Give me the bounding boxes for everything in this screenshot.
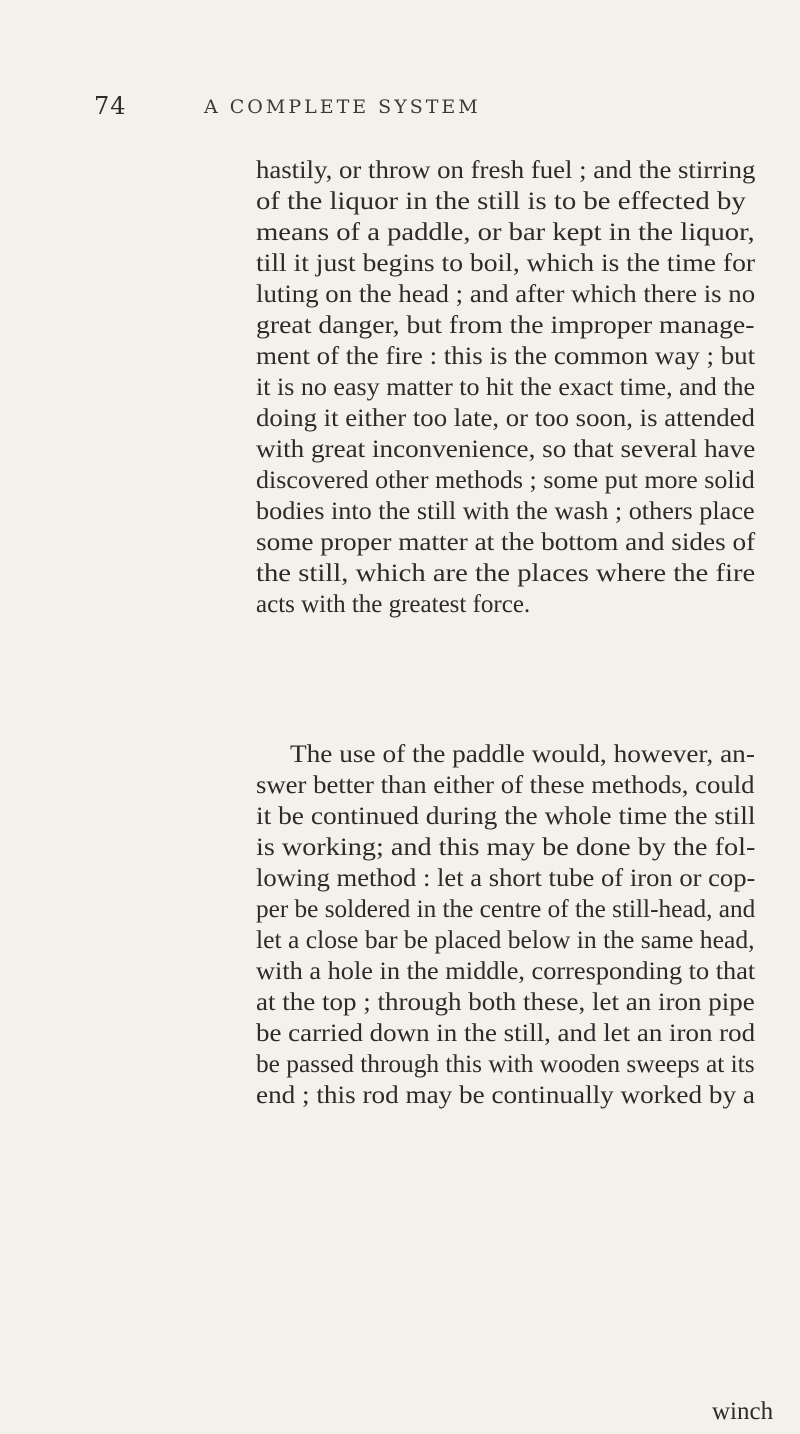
- catchword: winch: [712, 1398, 774, 1425]
- text-line: the still, which are the places where the fire: [256, 560, 756, 587]
- text-line: swer better than either of these methods, could: [256, 772, 755, 799]
- text-line: acts with the greatest force.: [256, 591, 531, 618]
- text-line: some proper matter at the bottom and sides of: [256, 529, 756, 556]
- running-head: A COMPLETE SYSTEM: [204, 96, 481, 118]
- text-line: at the top ; through both these, let an iron pipe: [256, 989, 755, 1016]
- text-line: The use of the paddle would, however, an-: [290, 741, 755, 768]
- text-line: bodies into the still with the wash ; others place: [256, 498, 755, 525]
- text-line: luting on the head ; and after which there is no: [256, 281, 756, 308]
- text-line: with a hole in the middle, corresponding to that: [256, 958, 756, 985]
- text-line: it be continued during the whole time the still: [256, 803, 756, 830]
- text-line: till it just begins to boil, which is the time for: [256, 250, 756, 277]
- text-line: means of a paddle, or bar kept in the liquor,: [256, 219, 755, 246]
- text-line: be passed through this with wooden sweeps at its: [256, 1051, 755, 1078]
- page-number: 74: [94, 92, 127, 120]
- text-line: per be soldered in the centre of the still-head, and: [256, 896, 756, 923]
- text-line: is working; and this may be done by the fol-: [256, 834, 756, 861]
- text-line: of the liquor in the still is to be effected by: [256, 188, 746, 215]
- text-line: great danger, but from the improper manage-: [256, 312, 755, 339]
- text-line: let a close bar be placed below in the same head,: [256, 927, 755, 954]
- text-line: be carried down in the still, and let an iron rod: [256, 1020, 756, 1047]
- text-line: end ; this rod may be continually worked by a: [256, 1082, 755, 1109]
- text-line: with great inconvenience, so that several have: [256, 436, 756, 463]
- text-line: doing it either too late, or too soon, is attended: [256, 405, 755, 432]
- text-line: discovered other methods ; some put more solid: [256, 467, 755, 494]
- text-line: lowing method : let a short tube of iron or cop-: [256, 865, 756, 892]
- text-line: ment of the fire : this is the common way ; but: [256, 343, 756, 370]
- text-line: hastily, or throw on fresh fuel ; and the stirring: [256, 157, 756, 184]
- text-line: it is no easy matter to hit the exact time, and the: [256, 374, 756, 401]
- page-header: [94, 92, 754, 128]
